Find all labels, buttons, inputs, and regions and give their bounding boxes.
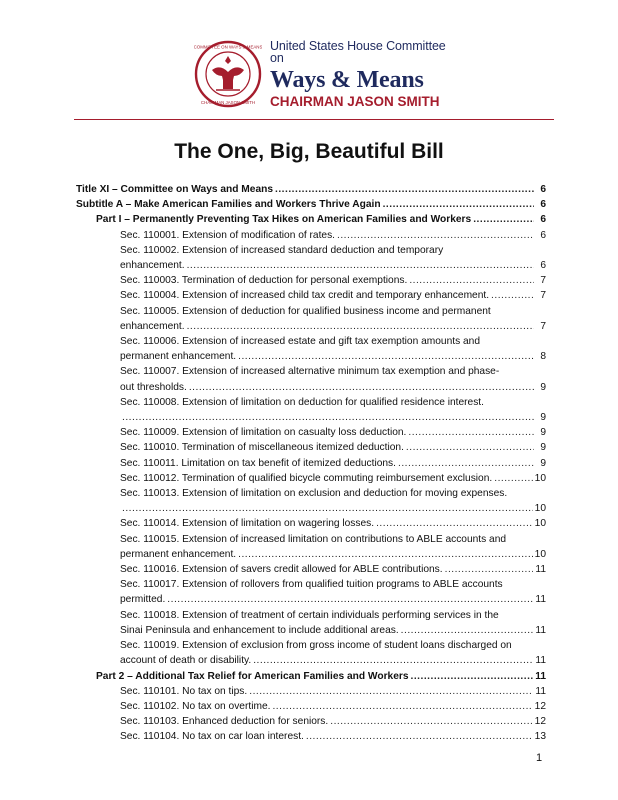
toc-entry-text-continued: permitted.	[120, 594, 166, 606]
toc-entry-text: Sec. 110101. No tax on tips.	[120, 685, 248, 697]
toc-entry-section[interactable]	[76, 273, 546, 288]
dot-leader	[406, 440, 534, 455]
toc-entry-text: Sec. 110102. No tax on overtime.	[120, 700, 271, 712]
toc-entry-section[interactable]	[76, 334, 546, 364]
dot-leader	[122, 501, 533, 516]
committee-title-line: Ways & Means	[270, 66, 424, 93]
toc-page-number: 9	[540, 412, 546, 424]
toc-entry-text: Sec. 110002. Extension of increased standard deduction and temporary	[120, 244, 444, 256]
committee-wordmark	[270, 40, 454, 109]
toc-entry-text: Sec. 110008. Extension of limitation on deduction for qualified residence interest.	[120, 396, 484, 408]
toc-page-number: 9	[540, 427, 546, 439]
dot-leader	[187, 258, 534, 273]
toc-entry-section[interactable]	[76, 288, 546, 303]
toc-entry-text: Sec. 110011. Limitation on tax benefit of itemized deductions.	[120, 457, 396, 469]
chairman-line: CHAIRMAN JASON SMITH	[270, 93, 440, 109]
committee-seal-logo	[194, 40, 262, 108]
toc-entry-section[interactable]	[76, 699, 546, 714]
toc-entry-subtitle-a[interactable]	[76, 197, 546, 212]
toc-page-number: 11	[535, 655, 546, 667]
toc-page-number: 7	[540, 275, 546, 287]
committee-header	[194, 38, 454, 110]
toc-entry-text-continued: permanent enhancement.	[120, 351, 237, 363]
toc-entry-text: Sec. 110017. Extension of rollovers from qualified tuition programs to ABLE accounts	[120, 579, 503, 591]
toc-entry-section[interactable]	[76, 471, 546, 486]
dot-leader	[408, 425, 534, 440]
toc-entry-section[interactable]	[76, 425, 546, 440]
dot-leader	[253, 653, 533, 668]
dot-leader	[401, 623, 534, 638]
dot-leader	[167, 592, 533, 607]
dot-leader	[238, 349, 534, 364]
toc-entry-text: Sec. 110013. Extension of limitation on exclusion and deduction for moving expenses.	[120, 488, 508, 500]
toc-page-number: 6	[540, 260, 546, 272]
toc-entry-section[interactable]	[76, 577, 546, 607]
toc-entry-section[interactable]	[76, 243, 546, 273]
toc-entry-text: Sec. 110001. Extension of modification of rates.	[120, 229, 336, 241]
toc-entry-text: Title XI – Committee on Ways and Means	[76, 184, 274, 195]
toc-page-number: 7	[540, 290, 546, 302]
toc-entry-text: Sec. 110012. Termination of qualified bicycle commuting reimbursement exclusion.	[120, 472, 493, 484]
toc-entry-section[interactable]	[76, 516, 546, 531]
toc-entry-text: Sec. 110104. No tax on car loan interest.	[120, 731, 304, 743]
toc-page-number: 11	[535, 685, 546, 697]
toc-entry-text: Sec. 110009. Extension of limitation on casualty loss deduction.	[120, 427, 407, 439]
toc-page-number: 13	[534, 731, 546, 743]
toc-page-number: 10	[534, 472, 546, 484]
toc-entry-text-continued: account of death or disability.	[120, 655, 252, 667]
toc-page-number: 11	[535, 564, 546, 576]
toc-entry-section[interactable]	[76, 684, 546, 699]
toc-page-number: 6	[540, 184, 546, 195]
dot-leader	[189, 380, 534, 395]
toc-page-number: 10	[534, 548, 546, 560]
toc-page-number: 6	[540, 214, 546, 226]
toc-entry-text-continued: enhancement.	[120, 320, 185, 332]
toc-entry-text: Sec. 110014. Extension of limitation on wagering losses.	[120, 518, 375, 530]
seal-top-text: COMMITTEE ON WAYS & MEANS	[194, 44, 262, 50]
toc-entry-section[interactable]	[76, 456, 546, 471]
dot-leader	[275, 182, 534, 197]
toc-entry-text: Sec. 110015. Extension of increased limitation on contributions to ABLE accounts and	[120, 533, 507, 545]
toc-entry-text: Sec. 110016. Extension of savers credit allowed for ABLE contributions.	[120, 564, 443, 576]
toc-entry-text: Part 2 – Additional Tax Relief for American Families and Workers	[96, 670, 409, 682]
toc-entry-text: Sec. 110005. Extension of deduction for qualified business income and permanent	[120, 305, 491, 317]
toc-entry-part-i[interactable]	[76, 212, 546, 227]
toc-page-number: 11	[535, 594, 546, 606]
toc-entry-text-continued: enhancement.	[120, 260, 185, 272]
toc-entry-text: Part I – Permanently Preventing Tax Hikes on American Families and Workers	[96, 214, 472, 226]
toc-entry-text: Sec. 110010. Termination of miscellaneous itemized deduction.	[120, 442, 404, 454]
dot-leader	[473, 212, 534, 227]
toc-page-number: 10	[534, 503, 546, 515]
dot-leader	[398, 456, 534, 471]
toc-page-number: 6	[540, 229, 546, 241]
dot-leader	[411, 669, 534, 684]
toc-entry-text: Sec. 110103. Enhanced deduction for seniors.	[120, 716, 329, 728]
toc-entry-section[interactable]	[76, 304, 546, 334]
page-number: 1	[536, 752, 543, 764]
toc-entry-section[interactable]	[76, 486, 546, 516]
dot-leader	[494, 471, 532, 486]
table-of-contents	[76, 182, 546, 745]
toc-page-number: 12	[534, 716, 546, 728]
dot-leader	[491, 288, 534, 303]
toc-entry-text: Sec. 110018. Extension of treatment of certain individuals performing services in the	[120, 609, 499, 621]
toc-entry-section[interactable]	[76, 608, 546, 638]
toc-entry-text: Sec. 110003. Termination of deduction for personal exemptions.	[120, 275, 408, 287]
toc-page-number: 8	[540, 351, 546, 363]
toc-entry-section[interactable]	[76, 532, 546, 562]
dot-leader	[445, 562, 534, 577]
toc-entry-text-continued: Sinai Peninsula and enhancement to include additional areas.	[120, 624, 399, 636]
toc-entry-text: Sec. 110006. Extension of increased estate and gift tax exemption amounts and	[120, 336, 480, 348]
toc-page-number: 6	[540, 199, 546, 211]
dot-leader	[376, 516, 533, 531]
toc-entry-text: Subtitle A – Make American Families and Workers Thrive Again	[76, 199, 381, 211]
toc-entry-part-2[interactable]	[76, 669, 546, 684]
toc-page-number: 10	[534, 518, 546, 530]
toc-entry-section[interactable]	[76, 395, 546, 425]
dot-leader	[272, 699, 532, 714]
toc-page-number: 12	[534, 700, 546, 712]
toc-page-number: 9	[540, 381, 546, 393]
dot-leader	[306, 729, 533, 744]
toc-entry-text: Sec. 110004. Extension of increased child tax credit and temporary enhancement.	[120, 290, 490, 302]
dot-leader	[383, 197, 534, 212]
dot-leader	[249, 684, 533, 699]
toc-entry-text-continued: permanent enhancement.	[120, 548, 237, 560]
toc-entry-text-continued: out thresholds.	[120, 381, 187, 393]
toc-entry-text: Sec. 110019. Extension of exclusion from gross income of student loans discharged on	[120, 640, 512, 652]
seal-bottom-text: CHAIRMAN JASON SMITH	[200, 100, 256, 105]
toc-entry-section[interactable]	[76, 729, 546, 744]
toc-page-number: 9	[540, 442, 546, 454]
dot-leader	[330, 714, 532, 729]
toc-page-number: 7	[540, 320, 546, 332]
dot-leader	[409, 273, 534, 288]
toc-page-number: 11	[535, 670, 546, 682]
dot-leader	[187, 319, 534, 334]
toc-entry-text: Sec. 110007. Extension of increased alternative minimum tax exemption and phase-	[120, 366, 500, 378]
toc-entry-section[interactable]	[76, 562, 546, 577]
document-title: The One, Big, Beautiful Bill	[174, 140, 444, 163]
toc-entry-section[interactable]	[76, 440, 546, 455]
header-divider	[74, 119, 554, 120]
dot-leader	[238, 547, 533, 562]
toc-entry-section[interactable]	[76, 228, 546, 243]
toc-entry-title-xi[interactable]	[76, 182, 546, 197]
toc-entry-section[interactable]	[76, 638, 546, 668]
dot-leader	[337, 228, 534, 243]
toc-page-number: 9	[540, 457, 546, 469]
toc-page-number: 11	[535, 624, 546, 636]
committee-name-line: United States House Committee on	[270, 38, 446, 66]
dot-leader	[122, 410, 534, 425]
toc-entry-section[interactable]	[76, 714, 546, 729]
toc-entry-section[interactable]	[76, 364, 546, 394]
